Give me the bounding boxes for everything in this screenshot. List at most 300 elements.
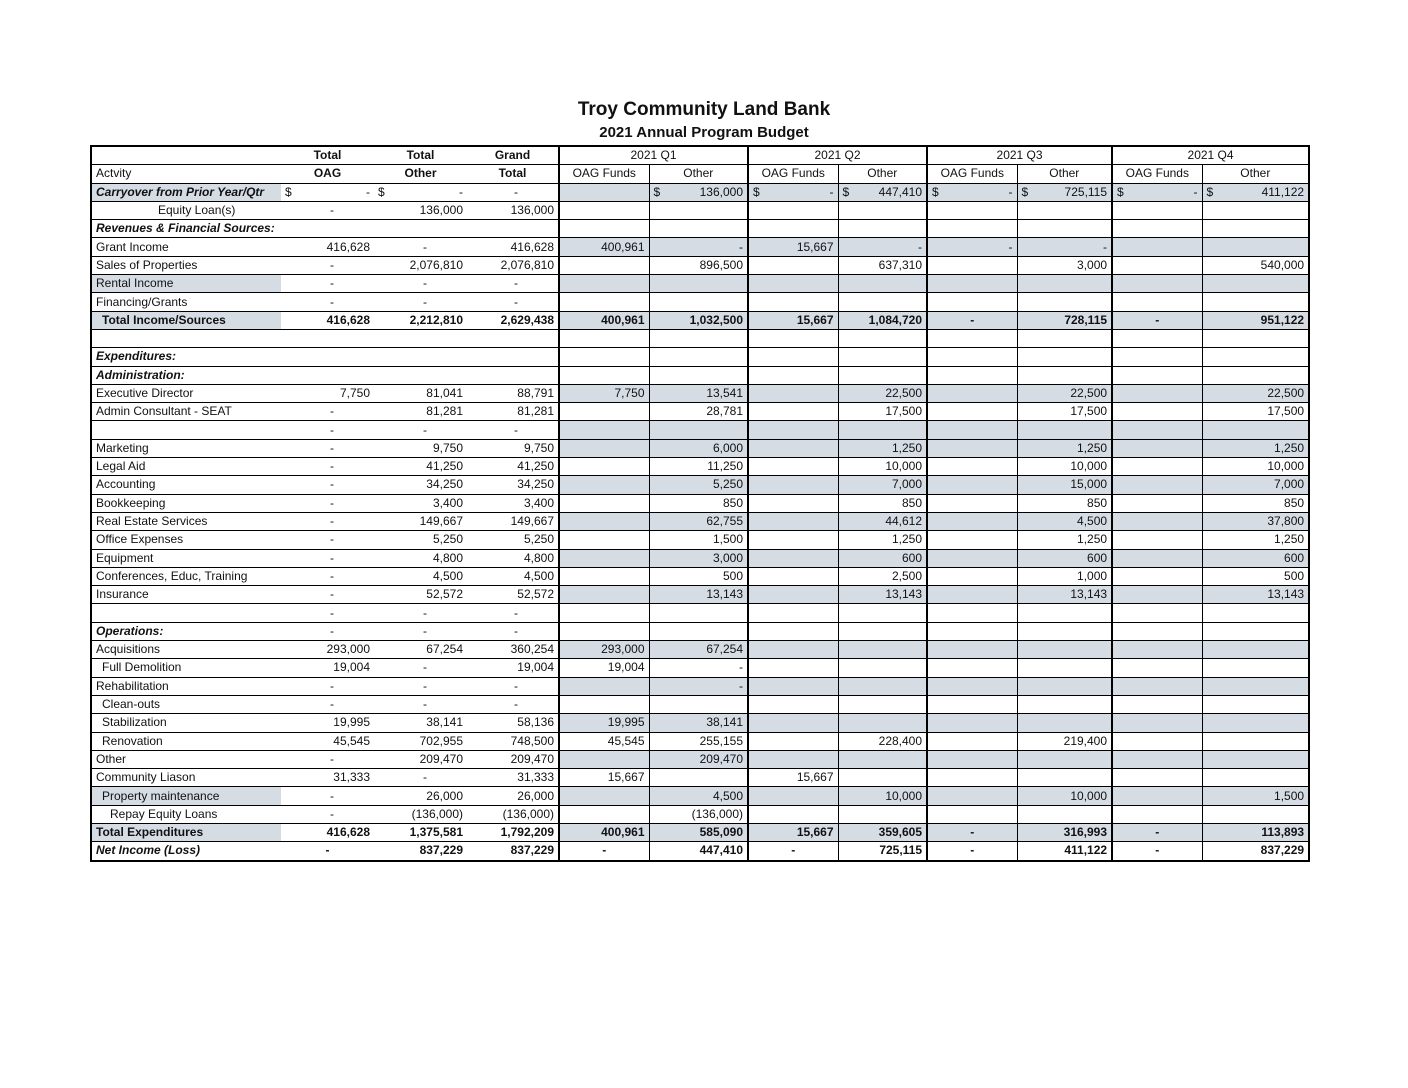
cell-q1-oag — [559, 220, 649, 238]
header-q2-other: Other — [838, 165, 927, 183]
table-row — [91, 183, 1309, 201]
cell-total-oag: - — [281, 476, 374, 494]
budget-table — [90, 145, 1310, 862]
row-label — [91, 329, 281, 347]
cell-q1-other: - — [649, 238, 748, 256]
table-row — [91, 531, 1309, 549]
cell-q4-oag — [1112, 659, 1202, 677]
cell-total-oag: - — [281, 201, 374, 219]
cell-q2-other — [838, 714, 927, 732]
cell-q1-oag — [559, 183, 649, 201]
cell-q4-oag: - — [1112, 311, 1202, 329]
cell-q1-other — [649, 329, 748, 347]
cell-q3-oag — [927, 183, 1017, 201]
cell-total-oag: - — [281, 275, 374, 293]
cell-total-other: 3,400 — [374, 494, 467, 512]
cell-q4-oag — [1112, 421, 1202, 439]
cell-grand-total: 748,500 — [467, 732, 559, 750]
row-label: Office Expenses — [91, 531, 281, 549]
cell-total-oag: 19,004 — [281, 659, 374, 677]
cell-q4-oag — [1112, 769, 1202, 787]
cell-q3-oag — [927, 695, 1017, 713]
table-row — [91, 622, 1309, 640]
header-q4-oag: OAG Funds — [1112, 165, 1202, 183]
cell-q2-other: 1,250 — [838, 439, 927, 457]
cell-total-oag: 293,000 — [281, 641, 374, 659]
cell-q1-other — [649, 201, 748, 219]
cell-grand-total: 416,628 — [467, 238, 559, 256]
table-row — [91, 366, 1309, 384]
cell-q3-oag — [927, 220, 1017, 238]
cell-q4-other: 13,143 — [1202, 586, 1309, 604]
cell-total-other: 26,000 — [374, 787, 467, 805]
cell-total-other — [374, 183, 467, 201]
cell-q2-other — [838, 348, 927, 366]
cell-q3-other: 13,143 — [1017, 586, 1112, 604]
header-quarter-4: 2021 Q4 — [1112, 146, 1309, 165]
cell-q2-other: 7,000 — [838, 476, 927, 494]
cell-q2-oag: - — [748, 842, 838, 861]
cell-q2-other — [838, 183, 927, 201]
cell-q3-other — [1017, 805, 1112, 823]
cell-grand-total: 209,470 — [467, 750, 559, 768]
cell-q1-oag — [559, 622, 649, 640]
row-label: Renovation — [91, 732, 281, 750]
cell-q3-oag: - — [927, 842, 1017, 861]
cell-q3-other: 17,500 — [1017, 403, 1112, 421]
row-label: Acquisitions — [91, 641, 281, 659]
cell-q4-oag — [1112, 714, 1202, 732]
cell-total-other: - — [374, 769, 467, 787]
cell-q4-other — [1202, 714, 1309, 732]
cell-q2-oag — [748, 622, 838, 640]
cell-q3-oag — [927, 458, 1017, 476]
cell-q4-oag — [1112, 549, 1202, 567]
row-label — [91, 421, 281, 439]
cell-q3-other: - — [1017, 238, 1112, 256]
table-row — [91, 805, 1309, 823]
cell-q4-oag — [1112, 220, 1202, 238]
cell-q1-other: 585,090 — [649, 823, 748, 841]
cell-q4-oag — [1112, 256, 1202, 274]
cell-q3-other: 10,000 — [1017, 458, 1112, 476]
cell-q4-other — [1202, 275, 1309, 293]
cell-q3-other: 1,000 — [1017, 567, 1112, 585]
cell-q2-other — [838, 293, 927, 311]
cell-grand-total: 4,500 — [467, 567, 559, 585]
header-q1-other: Other — [649, 165, 748, 183]
header-q1-oag: OAG Funds — [559, 165, 649, 183]
cell-q4-other — [1202, 732, 1309, 750]
cell-grand-total: 34,250 — [467, 476, 559, 494]
document-title: Troy Community Land Bank — [577, 99, 831, 120]
cell-q4-oag — [1112, 348, 1202, 366]
cell-q3-other: 10,000 — [1017, 787, 1112, 805]
cell-q3-other — [1017, 293, 1112, 311]
cell-q1-other — [649, 366, 748, 384]
cell-total-oag: - — [281, 586, 374, 604]
cell-q2-other — [838, 201, 927, 219]
cell-q4-oag — [1112, 366, 1202, 384]
cell-q1-other — [649, 220, 748, 238]
cell-q4-oag: - — [1112, 823, 1202, 841]
cell-q3-oag — [927, 293, 1017, 311]
cell-q1-other — [649, 622, 748, 640]
cell-grand-total — [467, 348, 559, 366]
cell-q1-other: 6,000 — [649, 439, 748, 457]
row-label: Full Demolition — [91, 659, 281, 677]
cell-q2-oag — [748, 183, 838, 201]
cell-q4-oag — [1112, 641, 1202, 659]
cell-q3-other: 1,250 — [1017, 439, 1112, 457]
cell-q3-other — [1017, 677, 1112, 695]
cell-q1-other: 67,254 — [649, 641, 748, 659]
table-row — [91, 604, 1309, 622]
cell-q4-other — [1202, 201, 1309, 219]
cell-total-oag: - — [281, 750, 374, 768]
cell-q4-other — [1202, 622, 1309, 640]
cell-q2-oag: 15,667 — [748, 311, 838, 329]
cell-q4-oag — [1112, 275, 1202, 293]
cell-total-other: - — [374, 275, 467, 293]
row-label: Other — [91, 750, 281, 768]
cell-total-other: - — [374, 293, 467, 311]
row-label: Sales of Properties — [91, 256, 281, 274]
cell-q2-oag — [748, 805, 838, 823]
cell-q3-oag — [927, 677, 1017, 695]
cell-q3-other: 600 — [1017, 549, 1112, 567]
cell-q4-other — [1202, 695, 1309, 713]
cell-total-other: - — [374, 421, 467, 439]
cell-q3-oag — [927, 476, 1017, 494]
cell-q2-oag: 15,667 — [748, 238, 838, 256]
cell-q2-other: 850 — [838, 494, 927, 512]
cell-q1-other: 4,500 — [649, 787, 748, 805]
cell-total-oag: - — [281, 458, 374, 476]
cell-q4-other — [1202, 238, 1309, 256]
cell-total-other: 41,250 — [374, 458, 467, 476]
cell-q3-other — [1017, 275, 1112, 293]
cell-grand-total: 31,333 — [467, 769, 559, 787]
cell-grand-total: 360,254 — [467, 641, 559, 659]
cell-total-oag: 19,995 — [281, 714, 374, 732]
header-total-oag-top: Total — [281, 146, 374, 165]
cell-q1-other: - — [649, 677, 748, 695]
row-label: Executive Director — [91, 384, 281, 402]
row-label: Operations: — [91, 622, 281, 640]
cell-q2-other: 600 — [838, 549, 927, 567]
cell-total-oag — [281, 183, 374, 201]
cell-q4-oag — [1112, 384, 1202, 402]
cell-q3-oag — [927, 549, 1017, 567]
cell-q4-oag — [1112, 494, 1202, 512]
cell-q3-oag — [927, 439, 1017, 457]
row-label: Property maintenance — [91, 787, 281, 805]
cell-q2-other — [838, 275, 927, 293]
cell-q2-oag — [748, 659, 838, 677]
cell-total-other: 38,141 — [374, 714, 467, 732]
cell-value: 725,115 — [1064, 184, 1108, 199]
table-row — [91, 695, 1309, 713]
cell-q4-oag — [1112, 512, 1202, 530]
cell-total-oag: - — [281, 421, 374, 439]
cell-q2-other: 10,000 — [838, 458, 927, 476]
cell-q3-oag — [927, 366, 1017, 384]
cell-q2-oag — [748, 494, 838, 512]
row-label: Rehabilitation — [91, 677, 281, 695]
cell-grand-total: - — [467, 604, 559, 622]
cell-q4-oag — [1112, 805, 1202, 823]
cell-q1-oag — [559, 439, 649, 457]
table-row — [91, 403, 1309, 421]
cell-grand-total: 5,250 — [467, 531, 559, 549]
cell-grand-total: - — [467, 293, 559, 311]
cell-q4-oag — [1112, 329, 1202, 347]
cell-q3-oag — [927, 403, 1017, 421]
table-row — [91, 567, 1309, 585]
cell-q1-oag: 293,000 — [559, 641, 649, 659]
cell-total-oag: - — [281, 604, 374, 622]
cell-q2-oag — [748, 384, 838, 402]
cell-q2-oag — [748, 641, 838, 659]
row-label: Marketing — [91, 439, 281, 457]
table-row — [91, 458, 1309, 476]
cell-q1-other: 13,541 — [649, 384, 748, 402]
cell-q3-other — [1017, 348, 1112, 366]
cell-q2-oag — [748, 329, 838, 347]
table-row — [91, 659, 1309, 677]
cell-q1-oag — [559, 805, 649, 823]
table-row — [91, 512, 1309, 530]
cell-q4-oag — [1112, 458, 1202, 476]
cell-q4-other: 850 — [1202, 494, 1309, 512]
cell-q2-other: 637,310 — [838, 256, 927, 274]
row-label: Equipment — [91, 549, 281, 567]
cell-q2-other — [838, 750, 927, 768]
header-row-1 — [91, 146, 1309, 165]
cell-q1-oag — [559, 677, 649, 695]
cell-total-other: 9,750 — [374, 439, 467, 457]
cell-q2-other — [838, 220, 927, 238]
cell-value: - — [1008, 184, 1013, 199]
cell-q2-other — [838, 769, 927, 787]
row-label: Total Expenditures — [91, 823, 281, 841]
cell-q4-other — [1202, 293, 1309, 311]
cell-q1-other — [649, 604, 748, 622]
cell-total-oag: - — [281, 403, 374, 421]
cell-q3-oag — [927, 750, 1017, 768]
cell-grand-total: 19,004 — [467, 659, 559, 677]
cell-q3-other — [1017, 201, 1112, 219]
cell-q3-oag: - — [927, 823, 1017, 841]
cell-q3-other — [1017, 421, 1112, 439]
cell-grand-total — [467, 220, 559, 238]
cell-total-oag: - — [281, 256, 374, 274]
cell-q1-oag: 400,961 — [559, 238, 649, 256]
cell-q2-oag — [748, 220, 838, 238]
cell-value: - — [1193, 184, 1198, 199]
cell-q4-other: 10,000 — [1202, 458, 1309, 476]
cell-q4-other: 1,250 — [1202, 531, 1309, 549]
cell-q4-other — [1202, 677, 1309, 695]
cell-q3-oag — [927, 805, 1017, 823]
cell-q4-oag — [1112, 293, 1202, 311]
cell-q4-oag — [1112, 476, 1202, 494]
dollar-sign: $ — [1021, 184, 1029, 199]
table-row — [91, 823, 1309, 841]
cell-q1-oag — [559, 604, 649, 622]
table-row — [91, 421, 1309, 439]
cell-q4-other — [1202, 329, 1309, 347]
table-row — [91, 677, 1309, 695]
cell-q2-other: - — [838, 238, 927, 256]
cell-q3-other — [1017, 604, 1112, 622]
cell-q1-other: (136,000) — [649, 805, 748, 823]
cell-q3-other — [1017, 750, 1112, 768]
cell-q3-oag — [927, 384, 1017, 402]
cell-q3-other: 3,000 — [1017, 256, 1112, 274]
cell-value: - — [366, 184, 370, 199]
cell-grand-total: 4,800 — [467, 549, 559, 567]
cell-q1-oag — [559, 531, 649, 549]
cell-q4-other — [1202, 183, 1309, 201]
cell-total-other: 34,250 — [374, 476, 467, 494]
cell-q2-other: 359,605 — [838, 823, 927, 841]
cell-q2-oag — [748, 531, 838, 549]
cell-q2-oag — [748, 256, 838, 274]
header-q3-other: Other — [1017, 165, 1112, 183]
cell-q1-oag — [559, 348, 649, 366]
dollar-sign: $ — [842, 184, 850, 199]
row-label: Accounting — [91, 476, 281, 494]
cell-q2-oag — [748, 695, 838, 713]
cell-q1-oag: 19,004 — [559, 659, 649, 677]
cell-q2-oag — [748, 275, 838, 293]
cell-q2-oag — [748, 348, 838, 366]
cell-total-oag: 416,628 — [281, 823, 374, 841]
cell-q2-other: 22,500 — [838, 384, 927, 402]
cell-total-oag: 7,750 — [281, 384, 374, 402]
cell-q2-oag — [748, 787, 838, 805]
cell-total-other: 81,041 — [374, 384, 467, 402]
cell-q3-oag — [927, 494, 1017, 512]
cell-q3-oag — [927, 512, 1017, 530]
cell-q1-other: 62,755 — [649, 512, 748, 530]
row-label — [91, 604, 281, 622]
dollar-sign: $ — [653, 184, 661, 199]
row-label: Administration: — [91, 366, 281, 384]
cell-q4-oag — [1112, 567, 1202, 585]
cell-q4-other — [1202, 366, 1309, 384]
cell-q3-oag — [927, 787, 1017, 805]
cell-q4-oag — [1112, 622, 1202, 640]
row-label: Clean-outs — [91, 695, 281, 713]
cell-q2-other — [838, 659, 927, 677]
cell-q4-other — [1202, 421, 1309, 439]
cell-total-other: 2,076,810 — [374, 256, 467, 274]
cell-q1-oag — [559, 458, 649, 476]
dollar-sign: $ — [753, 184, 760, 199]
table-row — [91, 311, 1309, 329]
cell-grand-total: 52,572 — [467, 586, 559, 604]
cell-total-other: - — [374, 677, 467, 695]
cell-q4-other: 600 — [1202, 549, 1309, 567]
cell-q4-other: 540,000 — [1202, 256, 1309, 274]
cell-q1-oag: 7,750 — [559, 384, 649, 402]
cell-total-other — [374, 348, 467, 366]
table-row — [91, 384, 1309, 402]
cell-q3-oag — [927, 201, 1017, 219]
cell-total-oag — [281, 348, 374, 366]
cell-q1-oag — [559, 421, 649, 439]
cell-q3-other — [1017, 714, 1112, 732]
cell-q3-other — [1017, 695, 1112, 713]
cell-q2-oag — [748, 458, 838, 476]
cell-value: - — [459, 184, 463, 199]
cell-q3-oag — [927, 348, 1017, 366]
cell-total-other: 4,500 — [374, 567, 467, 585]
cell-q1-oag — [559, 476, 649, 494]
cell-q1-oag — [559, 403, 649, 421]
cell-q2-other — [838, 622, 927, 640]
cell-q4-oag — [1112, 238, 1202, 256]
cell-grand-total: - — [467, 677, 559, 695]
cell-total-oag — [281, 366, 374, 384]
cell-total-other: 4,800 — [374, 549, 467, 567]
cell-q1-oag — [559, 750, 649, 768]
cell-total-other: 702,955 — [374, 732, 467, 750]
cell-q1-oag: 400,961 — [559, 823, 649, 841]
cell-total-other: - — [374, 238, 467, 256]
cell-q3-other — [1017, 622, 1112, 640]
cell-q3-other: 15,000 — [1017, 476, 1112, 494]
cell-value: 136,000 — [699, 184, 744, 199]
cell-q4-other: 17,500 — [1202, 403, 1309, 421]
cell-q1-other: 255,155 — [649, 732, 748, 750]
cell-total-other: 136,000 — [374, 201, 467, 219]
cell-q2-other: 228,400 — [838, 732, 927, 750]
cell-grand-total: 1,792,209 — [467, 823, 559, 841]
row-label: Revenues & Financial Sources: — [91, 220, 281, 238]
cell-q1-oag — [559, 256, 649, 274]
cell-q4-oag — [1112, 183, 1202, 201]
dollar-sign: $ — [285, 184, 292, 199]
cell-q2-oag — [748, 512, 838, 530]
cell-q3-oag — [927, 604, 1017, 622]
cell-grand-total: 3,400 — [467, 494, 559, 512]
cell-q2-other: 725,115 — [838, 842, 927, 861]
cell-total-oag: - — [281, 531, 374, 549]
cell-grand-total: - — [467, 421, 559, 439]
cell-q4-other — [1202, 805, 1309, 823]
cell-q4-other: 22,500 — [1202, 384, 1309, 402]
cell-grand-total: 41,250 — [467, 458, 559, 476]
row-label: Grant Income — [91, 238, 281, 256]
cell-value: 447,410 — [878, 184, 923, 199]
cell-q1-other: 28,781 — [649, 403, 748, 421]
cell-grand-total: - — [467, 622, 559, 640]
header-q4-other: Other — [1202, 165, 1309, 183]
cell-q3-other: 411,122 — [1017, 842, 1112, 861]
cell-total-oag: 31,333 — [281, 769, 374, 787]
cell-q2-other: 2,500 — [838, 567, 927, 585]
cell-q3-oag — [927, 421, 1017, 439]
cell-q3-oag — [927, 769, 1017, 787]
cell-q2-other — [838, 641, 927, 659]
cell-grand-total: 837,229 — [467, 842, 559, 861]
cell-grand-total: 58,136 — [467, 714, 559, 732]
cell-total-other: - — [374, 695, 467, 713]
